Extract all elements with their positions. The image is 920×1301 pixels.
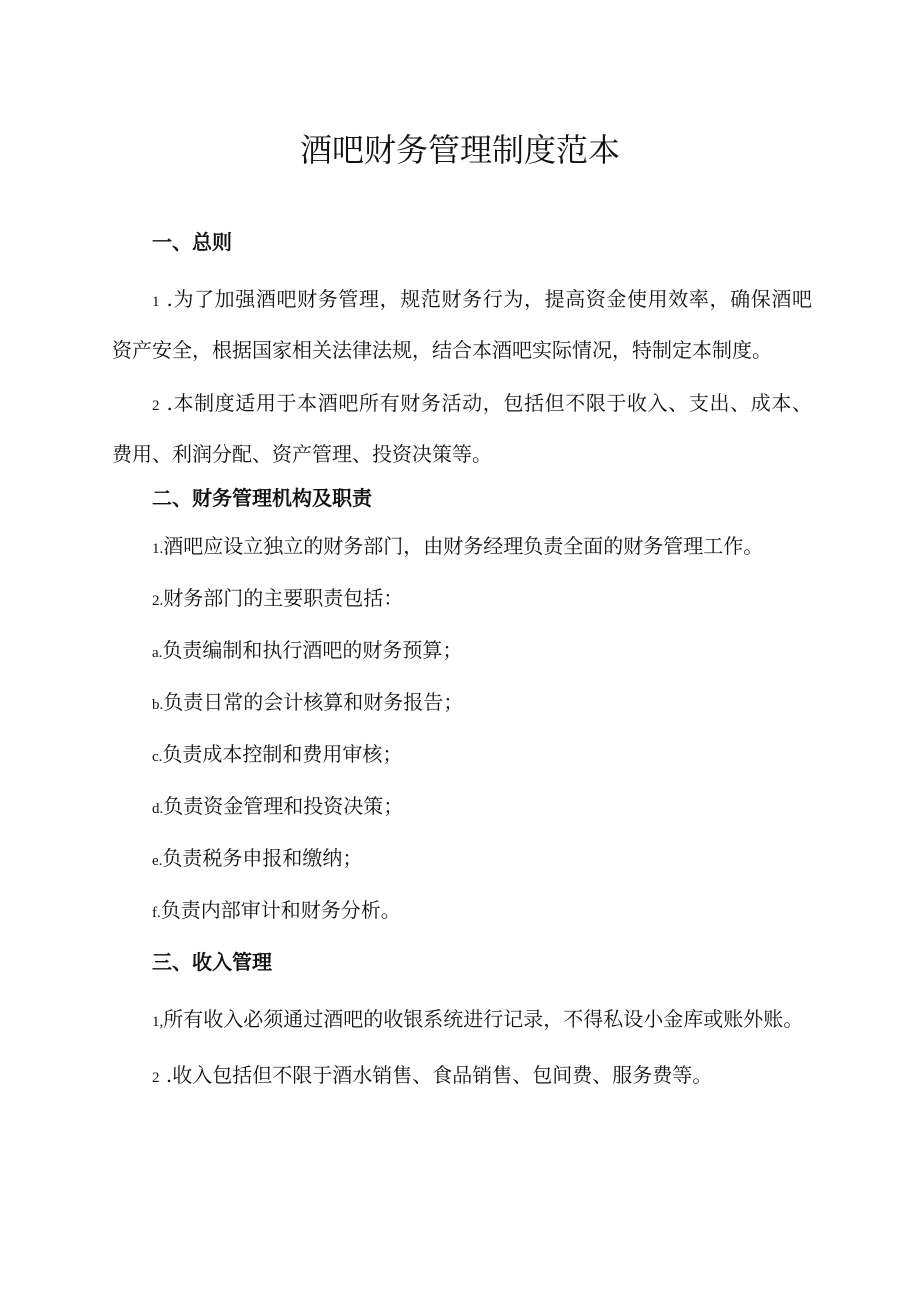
list-item [112, 635, 812, 668]
paragraph-number: 2 [152, 398, 160, 414]
item-number: b. [152, 697, 164, 713]
list-item [112, 843, 812, 876]
item-text: 负责内部审计和财务分析。 [160, 898, 401, 922]
paragraph-text: .收入包括但不限于酒水销售、食品销售、包间费、服务费等。 [159, 1063, 713, 1087]
item-text: 财务部门的主要职责包括： [163, 586, 404, 610]
item-text: 酒吧应设立独立的财务部门，由财务经理负责全面的财务管理工作。 [163, 534, 764, 558]
list-item [112, 791, 812, 824]
paragraph-text: 所有收入必须通过酒吧的收银系统进行记录，不得私设小金库或账外账。 [163, 1007, 804, 1031]
section-heading-general: 一、总则 [152, 230, 232, 254]
document-body [112, 227, 812, 1107]
section-heading-income: 三、收入管理 [152, 950, 272, 974]
item-number: 1. [152, 541, 164, 557]
item-number: e. [152, 853, 163, 869]
item-number: a. [152, 645, 163, 661]
item-text: 负责日常的会计核算和财务报告； [163, 690, 464, 714]
paragraph [112, 995, 812, 1046]
paragraph-number: 2 [152, 1070, 160, 1086]
list-item [112, 531, 812, 564]
item-text: 负责编制和执行酒吧的财务预算； [162, 638, 463, 662]
list-item [112, 687, 812, 720]
item-number: c. [152, 749, 163, 765]
list-item [112, 895, 812, 928]
paragraph [112, 1051, 812, 1102]
item-number: d. [152, 801, 164, 817]
paragraph-number: 1 [152, 294, 160, 310]
list-item [112, 583, 812, 616]
paragraph-number: 1, [152, 1014, 164, 1030]
page-title: 酒吧财务管理制度范本 [299, 131, 620, 169]
item-text: 负责税务申报和缴纳； [162, 846, 363, 870]
paragraph [112, 275, 812, 374]
list-item [112, 739, 812, 772]
item-number: f. [152, 905, 161, 921]
paragraph-text: .本制度适用于本酒吧所有财务活动，包括但不限于收入、支出、成本、费用、利润分配、资产管理、投资决策等。 [112, 391, 812, 466]
item-text: 负责资金管理和投资决策； [163, 794, 404, 818]
paragraph [112, 379, 812, 478]
section-heading-organization: 二、财务管理机构及职责 [152, 486, 372, 510]
item-text: 负责成本控制和费用审核； [162, 742, 403, 766]
item-number: 2. [152, 593, 164, 609]
paragraph-text: .为了加强酒吧财务管理，规范财务行为，提高资金使用效率，确保酒吧资产安全，根据国家相关法律法规，结合本酒吧实际情况，特制定本制度。 [112, 287, 812, 362]
